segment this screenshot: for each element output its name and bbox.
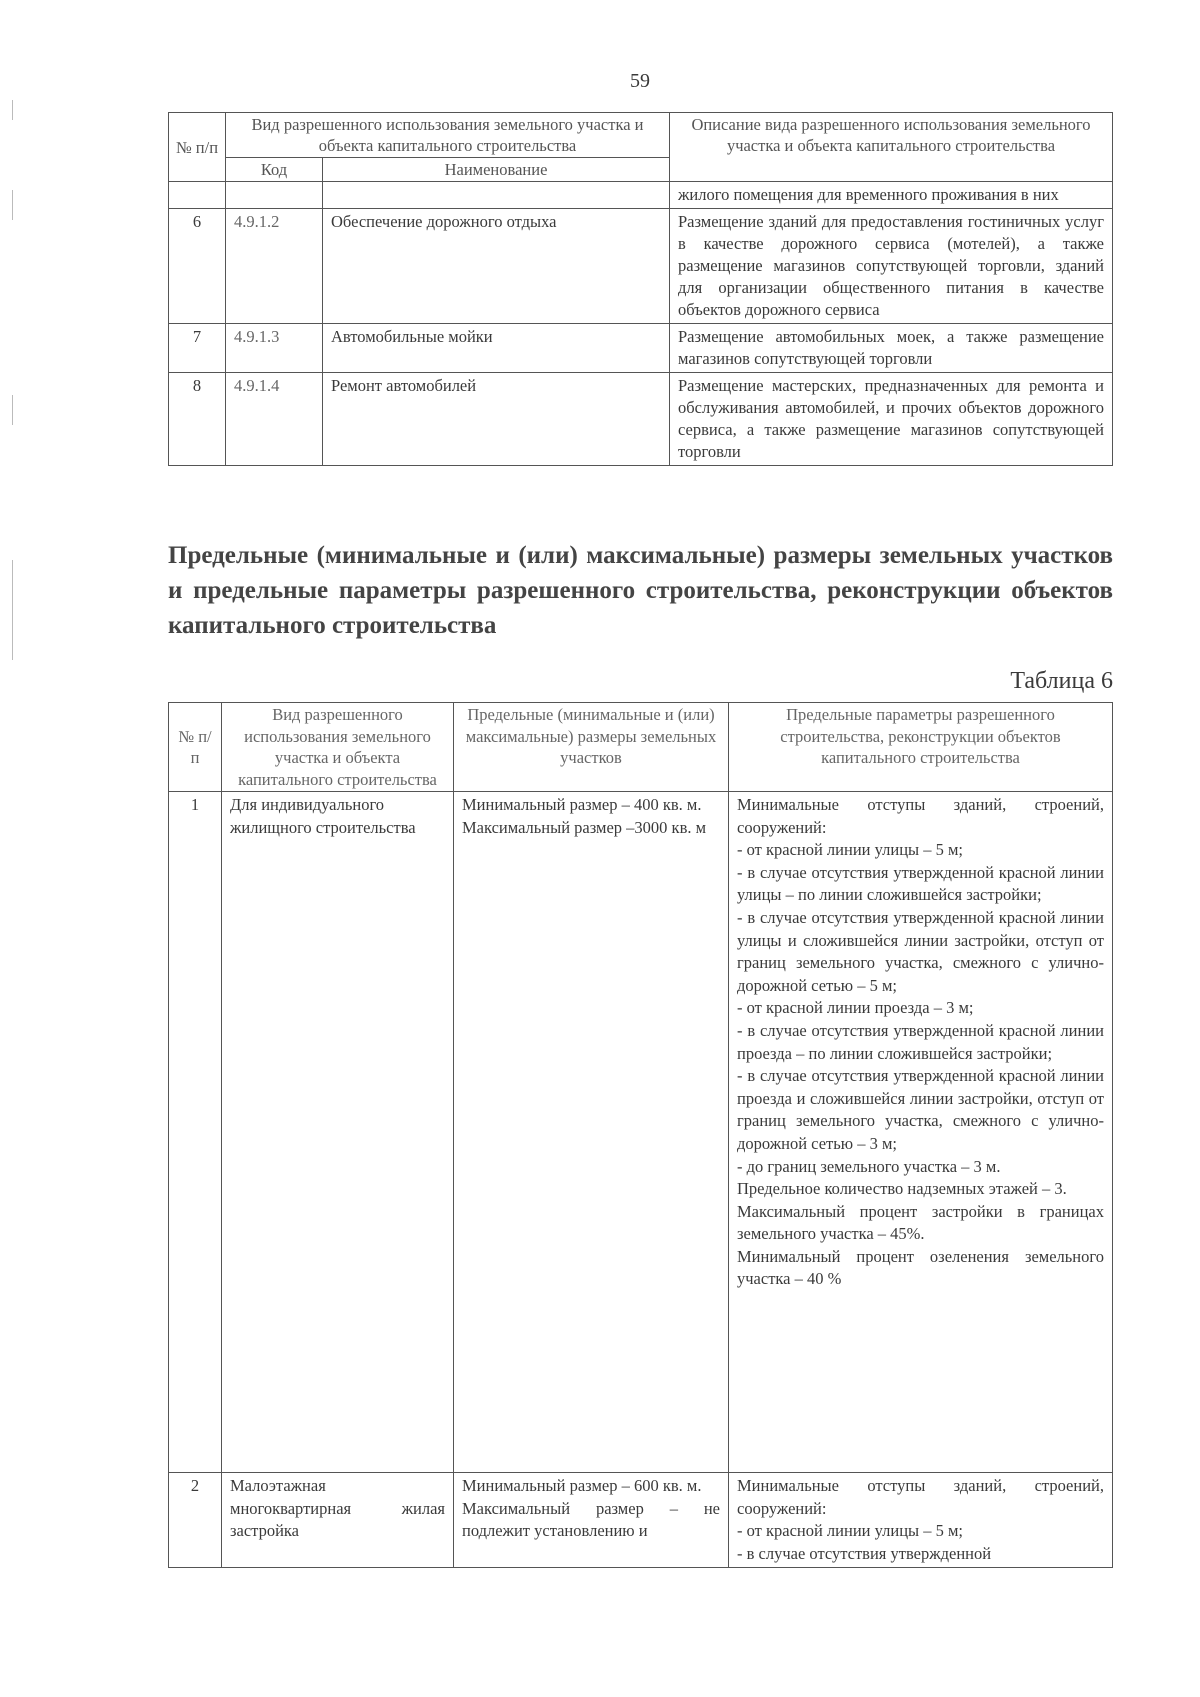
param-line: - в случае отсутствия утвержденной xyxy=(737,1543,992,1563)
page-number: 59 xyxy=(630,70,650,92)
cell-code xyxy=(226,182,323,209)
parameters-table xyxy=(168,702,1113,1568)
cell-num: 7 xyxy=(169,324,226,373)
cell-description: Размещение мастерских, предназначенных для ремонта и обслуживания автомобилей, и прочих объектов дорожного сервиса, а также размещение магазинов сопутствующей торговли xyxy=(670,373,1113,466)
scan-margin-mark xyxy=(12,190,13,220)
size-max: Максимальный размер – не подлежит установлению и xyxy=(462,1498,720,1541)
param-line: - в случае отсутствия утвержденной красной линии проезда и сложившейся линии застройки, отступ от границ земельного участка, смежного с улично-дорожной сетью – 3 м; xyxy=(737,1066,1104,1153)
table-row xyxy=(169,209,1113,324)
scan-margin-mark xyxy=(12,395,13,425)
cell-num: 1 xyxy=(169,792,222,1473)
cell-code: 4.9.1.2 xyxy=(226,209,323,324)
header-num: № п/п xyxy=(169,113,226,182)
scan-margin-mark xyxy=(12,560,13,660)
table-row xyxy=(169,1473,1113,1568)
table-row xyxy=(169,182,1113,209)
cell-name: Ремонт автомобилей xyxy=(323,373,670,466)
param-line: - в случае отсутствия утвержденной красной линии проезда – по линии сложившейся застройки; xyxy=(737,1020,1104,1063)
size-min: Минимальный размер – 400 кв. м. xyxy=(462,795,702,814)
section-heading: Предельные (минимальные и (или) максимальные) размеры земельных участков и предельные параметры разрешенного строительства, реконструкции объектов капитального строительства xyxy=(168,542,1113,639)
param-line: - до границ земельного участка – 3 м. xyxy=(737,1156,1001,1176)
param-line: Предельное количество надземных этажей – 3. xyxy=(737,1179,1067,1199)
cell-build-params xyxy=(729,792,1113,1473)
table-row xyxy=(169,373,1113,466)
header-code: Код xyxy=(226,158,323,182)
param-line: - от красной линии улицы – 5 м; xyxy=(737,840,964,860)
header-name: Наименование xyxy=(323,158,670,182)
param-line: Максимальный процент застройки в границах земельного участка – 45%. xyxy=(737,1201,1104,1244)
cell-num xyxy=(169,182,226,209)
param-line: Минимальный процент озеленения земельного участка – 40 % xyxy=(737,1246,1104,1289)
param-line: - в случае отсутствия утвержденной красной линии улицы – по линии сложившейся застройки; xyxy=(737,862,1104,905)
size-max: Максимальный размер –3000 кв. м xyxy=(462,817,707,837)
cell-num: 6 xyxy=(169,209,226,324)
param-line: - от красной линии улицы – 5 м; xyxy=(737,1521,964,1541)
cell-plot-size xyxy=(454,1473,729,1568)
cell-num: 8 xyxy=(169,373,226,466)
header-permitted-use: Вид разрешенного использования земельного участка и объекта капитального строительства xyxy=(226,113,670,158)
scan-margin-mark xyxy=(12,100,13,120)
cell-description: Размещение автомобильных моек, а также размещение магазинов сопутствующей торговли xyxy=(670,324,1113,373)
header-plot-size: Предельные (минимальные и (или) максимальные) размеры земельных участков xyxy=(454,703,729,792)
cell-plot-size xyxy=(454,792,729,1473)
header-description: Описание вида разрешенного использования земельного участка и объекта капитального строительства xyxy=(670,113,1113,182)
param-line: - в случае отсутствия утвержденной красной линии улицы и сложившейся линии застройки, отступ от границ земельного участка, смежного с улично-дорожной сетью – 5 м; xyxy=(737,907,1104,995)
table-row xyxy=(169,792,1113,1473)
size-min: Минимальный размер – 600 кв. м. xyxy=(462,1476,702,1495)
table-row xyxy=(169,324,1113,373)
cell-description: Размещение зданий для предоставления гостиничных услуг в качестве дорожного сервиса (мотелей), а также размещение магазинов сопутствующей торговли, зданий для организации общественного питания в качестве объектов дорожного сервиса xyxy=(670,209,1113,324)
header-build-params: Предельные параметры разрешенного строительства, реконструкции объектов капитального строительства xyxy=(729,703,1113,792)
cell-name: Обеспечение дорожного отдыха xyxy=(323,209,670,324)
cell-permitted-use: Малоэтажная многоквартирная жилая застройка xyxy=(222,1473,454,1568)
param-line: Минимальные отступы зданий, строений, сооружений: xyxy=(737,795,1104,837)
param-line: Минимальные отступы зданий, строений, сооружений: xyxy=(737,1476,1104,1518)
cell-name: Автомобильные мойки xyxy=(323,324,670,373)
header-permitted-use: Вид разрешенного использования земельного участка и объекта капитального строительства xyxy=(222,703,454,792)
table-caption: Таблица 6 xyxy=(1010,668,1113,694)
cell-code: 4.9.1.3 xyxy=(226,324,323,373)
header-num: № п/п xyxy=(169,703,222,792)
cell-permitted-use: Для индивидуального жилищного строительства xyxy=(222,792,454,1473)
permitted-use-table xyxy=(168,112,1113,466)
cell-build-params xyxy=(729,1473,1113,1568)
cell-code: 4.9.1.4 xyxy=(226,373,323,466)
cell-description: жилого помещения для временного проживания в них xyxy=(670,182,1113,209)
cell-num: 2 xyxy=(169,1473,222,1568)
param-line: - от красной линии проезда – 3 м; xyxy=(737,998,974,1018)
cell-name xyxy=(323,182,670,209)
